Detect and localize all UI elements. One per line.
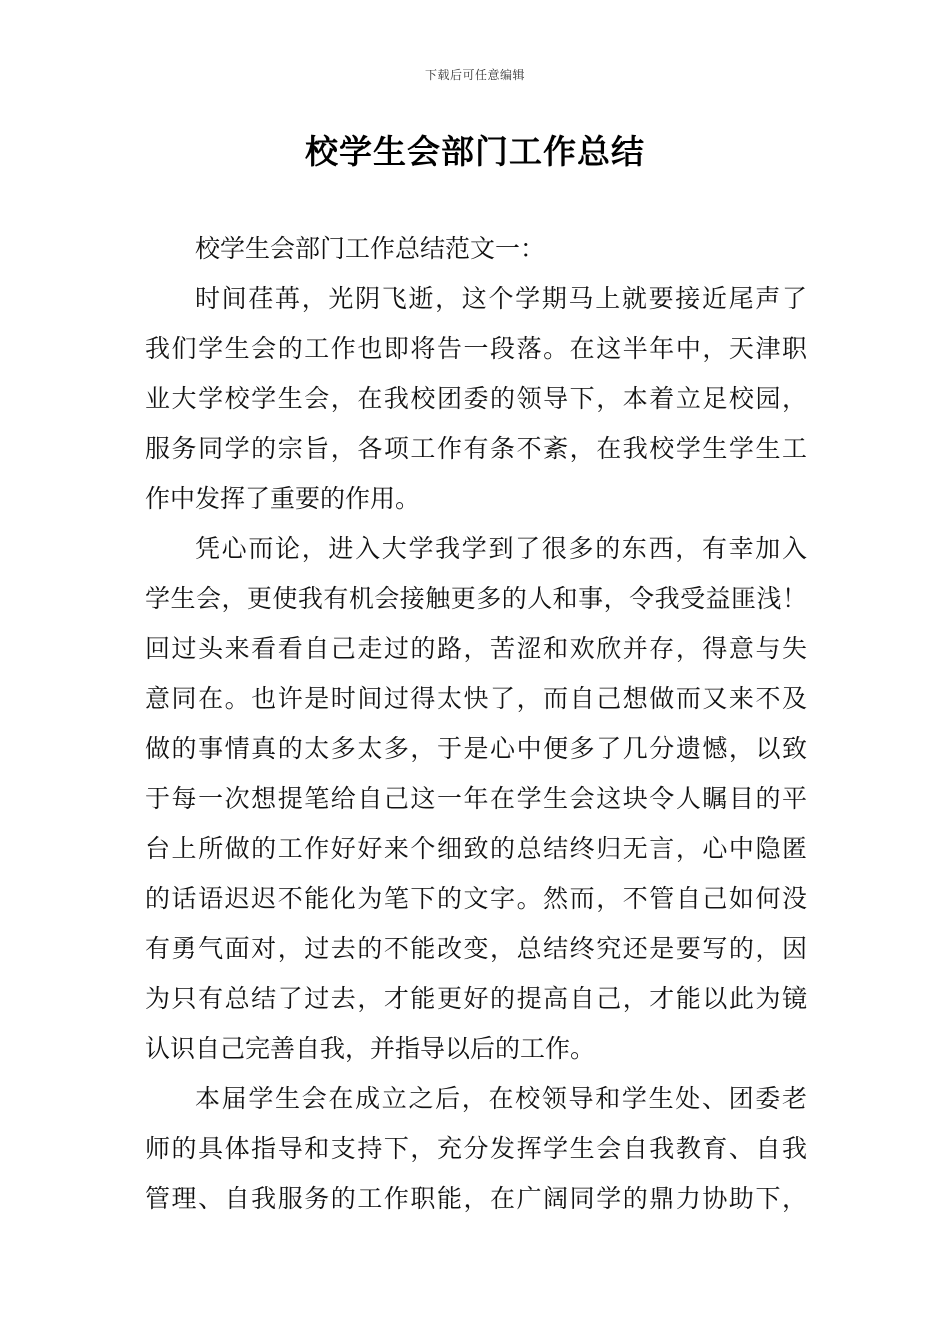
- paragraph-line: 师的具体指导和支持下，充分发挥学生会自我教育、自我: [145, 1134, 807, 1163]
- document-title: 校学生会部门工作总结: [305, 132, 645, 171]
- paragraph-line: 为只有总结了过去，才能更好的提高自己，才能以此为镜: [145, 984, 807, 1013]
- paragraph-line: 时间荏苒，光阴飞逝，这个学期马上就要接近尾声了: [195, 284, 807, 313]
- paragraph-line: 业大学校学生会，在我校团委的领导下，本着立足校园，: [145, 384, 807, 413]
- document-body: [145, 224, 807, 1224]
- paragraph-line: 认识自己完善自我，并指导以后的工作。: [145, 1034, 596, 1063]
- paragraph-line: 本届学生会在成立之后，在校领导和学生处、团委老: [195, 1084, 807, 1113]
- paragraph-line: 我们学生会的工作也即将告一段落。在这半年中，天津职: [145, 334, 807, 363]
- paragraph-line: 台上所做的工作好好来个细致的总结终归无言，心中隐匿: [145, 834, 807, 863]
- paragraph-line: 作中发挥了重要的作用。: [145, 484, 421, 513]
- paragraph-line: 有勇气面对，过去的不能改变，总结终究还是要写的，因: [145, 934, 807, 963]
- paragraph-line: 于每一次想提笔给自己这一年在学生会这块令人瞩目的平: [145, 784, 807, 813]
- paragraph-line: 管理、自我服务的工作职能，在广阔同学的鼎力协助下，: [145, 1184, 807, 1213]
- paragraph-line: 服务同学的宗旨，各项工作有条不紊，在我校学生学生工: [145, 434, 807, 463]
- header-note: 下载后可任意编辑: [424, 68, 525, 82]
- subtitle-line: 校学生会部门工作总结范文一：: [195, 234, 546, 263]
- paragraph-line: 学生会，更使我有机会接触更多的人和事，令我受益匪浅！: [145, 584, 807, 613]
- paragraph-line: 做的事情真的太多太多，于是心中便多了几分遗憾，以致: [145, 734, 807, 763]
- paragraph-line: 凭心而论，进入大学我学到了很多的东西，有幸加入: [195, 534, 807, 563]
- paragraph-line: 回过头来看看自己走过的路，苦涩和欢欣并存，得意与失: [145, 634, 807, 663]
- paragraph-line: 的话语迟迟不能化为笔下的文字。然而，不管自己如何没: [145, 884, 807, 913]
- paragraph-line: 意同在。也许是时间过得太快了，而自己想做而又来不及: [145, 684, 807, 713]
